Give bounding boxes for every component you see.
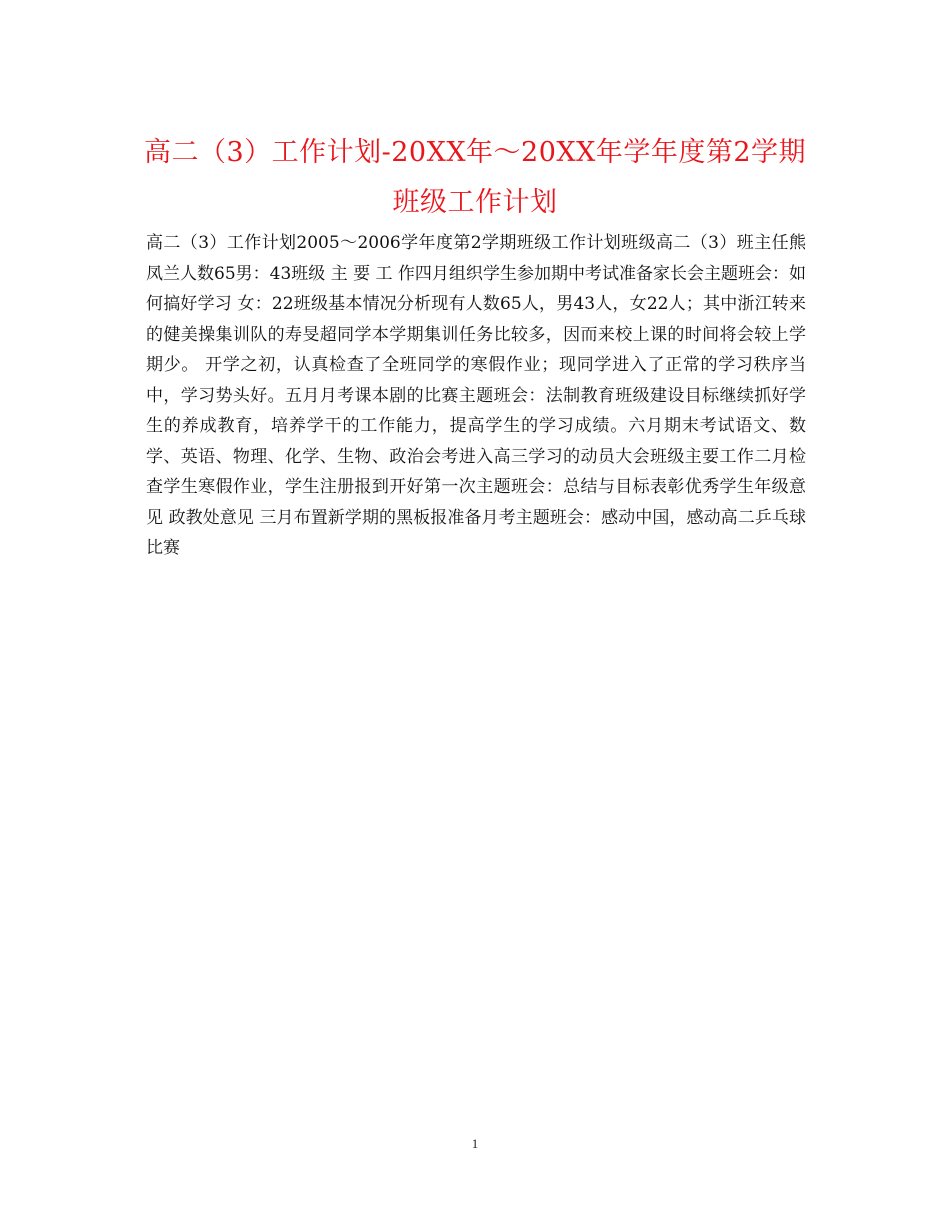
title-line-1: 高二（3）工作计划-20XX年～20XX年学年度第2学期	[143, 137, 807, 168]
document-title	[120, 128, 830, 228]
page-number: 1	[471, 1136, 479, 1151]
body-paragraph: 高二（3）工作计划2005～2006学年度第2学期班级工作计划班级高二（3）班主任熊凤兰人数65男：43班级 主 要 工 作四月组织学生参加期中考试准备家长会主题班会：如何搞好学习 女：22班级基本情况分析现有人数65人，男43人，女22人；其中浙江转来的健美操集训队的寿旻超同学本学期集训任务比较多，因而来校上课的时间将会较上学期少。 开学之初，认真检查了全班同学的寒假作业；现同学进入了正常的学习秩序当中，学习势头好。五月月考课本剧的比赛主题班会：法制教育班级建设目标继续抓好学生的养成教育，培养学干的工作能力，提高学生的学习成绩。六月期末考试语文、数学、英语、物理、化学、生物、政治会考进入高三学习的动员大会班级主要工作二月检查学生寒假作业，学生注册报到开好第一次主题班会：总结与目标表彰优秀学生年级意见 政教处意见 三月布置新学期的黑板报准备月考主题班会：感动中国，感动高二乒乓球比赛	[146, 233, 806, 558]
title-line-2: 班级工作计划	[392, 187, 558, 218]
